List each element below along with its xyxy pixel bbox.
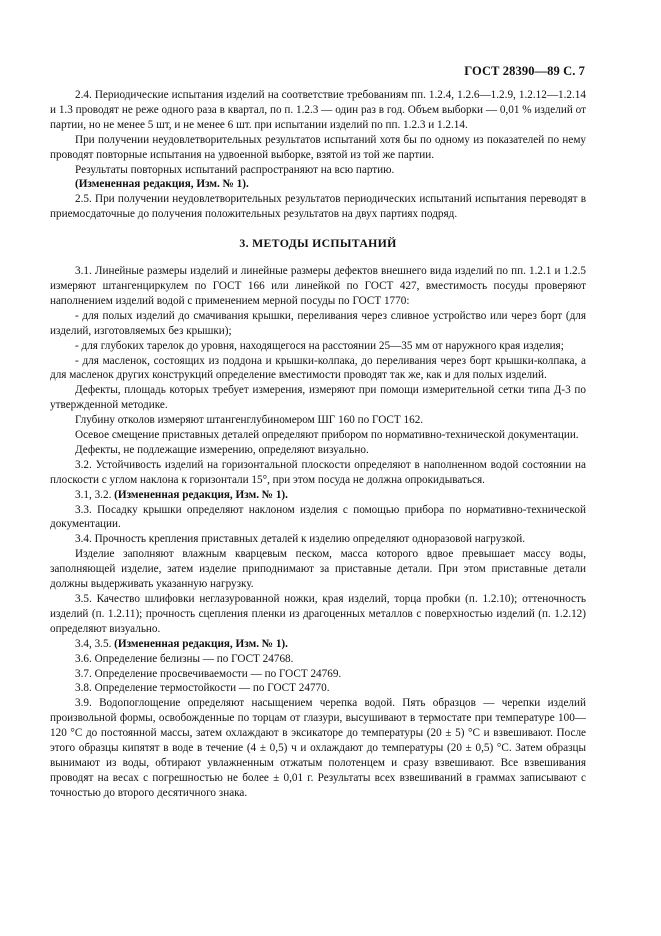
paragraph-2-4: 2.4. Периодические испытания изделий на соответствие требованиям пп. 1.2.4, 1.2.6—1.2.9, 1.2.12—1.2.14 и 1.3 проводят не реже одного раза в квартал, по п. 1.2.3 — один раз в год. Объем выборки — 0,01 % изделий от партии, но не менее 5 шт, и не менее 6 шт. при испытании изделий по пп. 1.2.3 и 1.2.14.	[50, 89, 586, 131]
paragraph-butter-dishes: - для масленок, состоящих из поддона и крышки-колпака, до переливания через борт крышки-колпака, а для масленок других конструкций определение вместимости проводят так же, как и для полых изделий.	[50, 354, 586, 382]
paragraph-3-6: 3.6. Определение белизны — по ГОСТ 24768.	[75, 652, 294, 665]
paragraph-3-1: 3.1. Линейные размеры изделий и линейные размеры дефектов внешнего вида изделий по пп. 1.2.1 и 1.2.5 измеряют штангенциркулем по ГОСТ 166 или линейкой по ГОСТ 427, вместимость посуды проверяют наполнением изделий водой с применением мерной посуды по ГОСТ 1770:	[50, 265, 586, 307]
section-heading: 3. МЕТОДЫ ИСПЫТАНИЙ	[239, 236, 397, 251]
paragraph-3-3: 3.3. Посадку крышки определяют наклоном изделия с помощью прибора по нормативно-технической документации.	[50, 503, 586, 531]
edition-note-3-1-3-2-prefix: 3.1, 3.2.	[75, 488, 115, 501]
paragraph-repeat-tests: При получении неудовлетворительных результатов испытаний хотя бы по одному из показателей по нему проводят повторные испытания на удвоенной выборке, взятой из той же партии.	[50, 133, 586, 161]
edition-note-3-4-3-5-prefix: 3.4, 3.5.	[75, 637, 115, 650]
paragraph-2-5: 2.5. При получении неудовлетворительных результатов периодических испытаний испытания переводят в приемосдаточные до получения положительных результатов на двух партиях подряд.	[50, 193, 586, 221]
document-body	[50, 88, 586, 801]
paragraph-visual-defects: Дефекты, не подлежащие измерению, определяют визуально.	[75, 443, 369, 456]
edition-note-3-4-3-5	[50, 637, 586, 652]
edition-note-3-1-3-2-text: (Измененная редакция, Изм. № 1).	[114, 488, 288, 501]
paragraph-deep-plates: - для глубоких тарелок до уровня, находящегося на расстоянии 25—35 мм от наружного края изделия;	[75, 339, 564, 352]
edition-note-1	[50, 177, 586, 192]
edition-note-1-text: (Измененная редакция, Изм. № 1).	[75, 178, 249, 191]
paragraph-repeat-results: Результаты повторных испытаний распространяют на всю партию.	[75, 163, 395, 176]
paragraph-3-9: 3.9. Водопоглощение определяют насыщением черепка водой. Пять образцов — черепки изделий произвольной формы, освобожденные по торцам от глазури, высушивают в термостате при температуре 100—120 °С до постоянной массы, затем охлаждают в эксикаторе до температуры (20 ± 5) °С и взвешивают. После этого образцы кипятят в воде в течение (4 ± 0,5) ч и охлаждают до температуры (20 ± 0,5) °С. Затем образцы вынимают из воды, обтирают увлажненным отжатым полотенцем и сразу взвешивают. Все взвешивания проводят на весах с погрешностью не более ± 0,01 г. Результаты всех взвешиваний в граммах записывают с точностью до второго десятичного знака.	[50, 697, 586, 799]
paragraph-3-4: 3.4. Прочность крепления приставных деталей к изделию определяют одноразовой нагрузкой.	[75, 533, 525, 546]
paragraph-3-7: 3.7. Определение просвечиваемости — по ГОСТ 24769.	[75, 667, 342, 680]
paragraph-3-2: 3.2. Устойчивость изделий на горизонтальной плоскости определяют в наполненном водой состоянии на плоскости с углом наклона к горизонтали 15°, при этом посуда не должна опрокидываться.	[50, 458, 586, 486]
paragraph-defect-area: Дефекты, площадь которых требует измерения, измеряют при помощи измерительной сетки типа Д-3 по утвержденной методике.	[50, 384, 586, 412]
paragraph-chip-depth: Глубину отколов измеряют штангенглубиномером ШГ 160 по ГОСТ 162.	[75, 414, 424, 427]
paragraph-axial-shift: Осевое смещение приставных деталей определяют прибором по нормативно-технической документации.	[75, 429, 579, 442]
paragraph-3-5: 3.5. Качество шлифовки неглазурованной ножки, края изделий, торца пробки (п. 1.2.10); оттеночность изделий (п. 1.2.11); прочность сцепления пленки из драгоценных металлов с поверхностью изделий (п. 1.2.12) определяют визуально.	[50, 593, 586, 635]
paragraph-sand-load: Изделие заполняют влажным кварцевым песком, масса которого вдвое превышает массу воды, заполняющей изделие, затем изделие приподнимают за приставные детали. При этом приставные детали должны выдерживать указанную нагрузку.	[50, 548, 586, 591]
edition-note-3-4-3-5-text: (Измененная редакция, Изм. № 1).	[114, 637, 288, 650]
paragraph-3-8: 3.8. Определение термостойкости — по ГОСТ 24770.	[75, 682, 330, 695]
page-header: ГОСТ 28390—89 С. 7	[464, 64, 585, 78]
edition-note-3-1-3-2	[50, 488, 586, 503]
paragraph-hollow-items: - для полых изделий до смачивания крышки, переливания через сливное устройство или через борт (для изделий, изготовляемых без крышки);	[50, 309, 586, 337]
